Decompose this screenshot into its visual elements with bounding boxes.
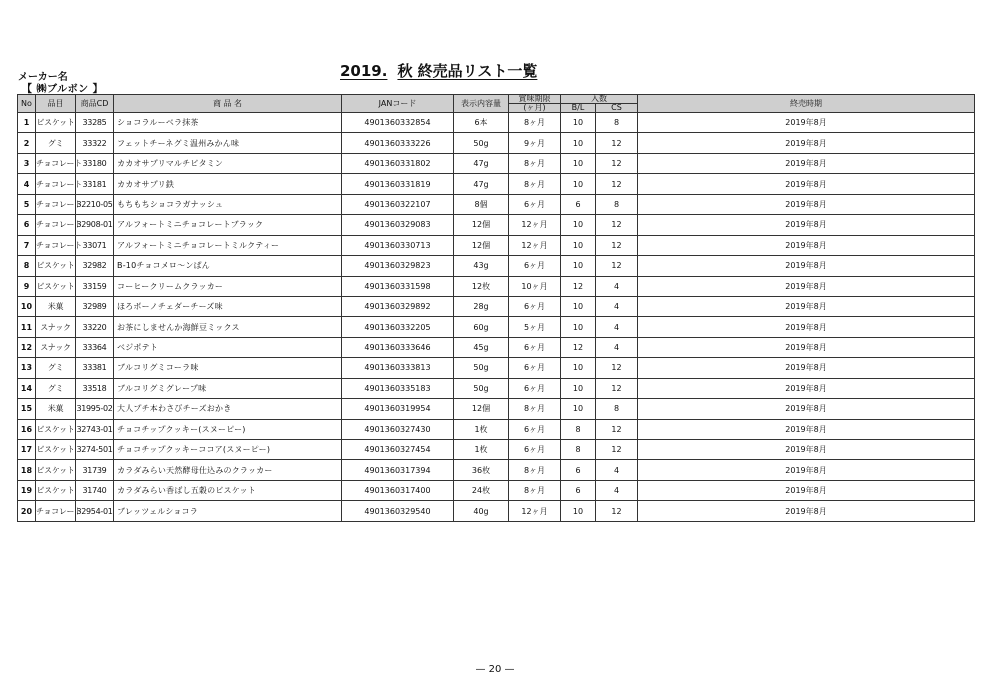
row-end-date: 2019年8月 bbox=[638, 399, 975, 419]
row-volume: 24枚 bbox=[454, 480, 509, 500]
row-cs: 4 bbox=[596, 337, 638, 357]
row-end-date: 2019年8月 bbox=[638, 337, 975, 357]
table-body bbox=[18, 113, 975, 522]
row-jan-code: 4901360331598 bbox=[342, 276, 454, 296]
row-cs: 8 bbox=[596, 399, 638, 419]
table-row bbox=[18, 480, 975, 500]
row-no: 3 bbox=[18, 153, 36, 173]
row-jan-code: 4901360330713 bbox=[342, 235, 454, 255]
row-volume: 8個 bbox=[454, 194, 509, 214]
row-category: グミ bbox=[36, 378, 76, 398]
row-bl: 10 bbox=[561, 378, 596, 398]
header-jan: JANコード bbox=[342, 95, 454, 113]
row-code: 31740 bbox=[76, 480, 114, 500]
row-volume: 6本 bbox=[454, 113, 509, 133]
row-bl: 10 bbox=[561, 399, 596, 419]
row-code: 32954-01 bbox=[76, 501, 114, 521]
row-code: 33220 bbox=[76, 317, 114, 337]
row-bl: 10 bbox=[561, 153, 596, 173]
row-bl: 6 bbox=[561, 480, 596, 500]
page-number: — 20 — bbox=[475, 664, 515, 675]
row-product-name: お茶にしませんか海鮮豆ミックス bbox=[114, 317, 342, 337]
row-no: 15 bbox=[18, 399, 36, 419]
row-no: 4 bbox=[18, 174, 36, 194]
header-cs: CS bbox=[596, 104, 638, 113]
row-no: 10 bbox=[18, 296, 36, 316]
row-code: 33322 bbox=[76, 133, 114, 153]
row-jan-code: 4901360331819 bbox=[342, 174, 454, 194]
row-shelf-life: 8ヶ月 bbox=[509, 480, 561, 500]
row-cs: 4 bbox=[596, 317, 638, 337]
row-no: 14 bbox=[18, 378, 36, 398]
row-shelf-life: 12ヶ月 bbox=[509, 215, 561, 235]
table-row bbox=[18, 419, 975, 439]
row-code: 31739 bbox=[76, 460, 114, 480]
row-volume: 12個 bbox=[454, 235, 509, 255]
table-row bbox=[18, 194, 975, 214]
row-cs: 8 bbox=[596, 113, 638, 133]
row-category: ビスケット bbox=[36, 460, 76, 480]
header-no: No bbox=[18, 95, 36, 113]
row-end-date: 2019年8月 bbox=[638, 378, 975, 398]
row-cs: 12 bbox=[596, 133, 638, 153]
row-category: ビスケット bbox=[36, 113, 76, 133]
row-product-name: ブレッツェルショコラ bbox=[114, 501, 342, 521]
table-row bbox=[18, 133, 975, 153]
row-jan-code: 4901360319954 bbox=[342, 399, 454, 419]
row-category: スナック bbox=[36, 337, 76, 357]
row-code: 33518 bbox=[76, 378, 114, 398]
row-jan-code: 4901360322107 bbox=[342, 194, 454, 214]
header-code: 商品CD bbox=[76, 95, 114, 113]
row-no: 9 bbox=[18, 276, 36, 296]
row-product-name: チョコチップクッキー(スヌーピー) bbox=[114, 419, 342, 439]
row-category: スナック bbox=[36, 317, 76, 337]
row-no: 1 bbox=[18, 113, 36, 133]
row-end-date: 2019年8月 bbox=[638, 153, 975, 173]
row-jan-code: 4901360335183 bbox=[342, 378, 454, 398]
maker-label: メーカー名 bbox=[18, 72, 68, 83]
row-category: ビスケット bbox=[36, 440, 76, 460]
row-cs: 12 bbox=[596, 153, 638, 173]
row-product-name: ブルコリグミグレープ味 bbox=[114, 378, 342, 398]
row-code: 33181 bbox=[76, 174, 114, 194]
row-volume: 45g bbox=[454, 337, 509, 357]
row-category: ビスケット bbox=[36, 256, 76, 276]
row-volume: 43g bbox=[454, 256, 509, 276]
row-shelf-life: 6ヶ月 bbox=[509, 337, 561, 357]
row-volume: 36枚 bbox=[454, 460, 509, 480]
row-bl: 10 bbox=[561, 358, 596, 378]
row-bl: 10 bbox=[561, 317, 596, 337]
row-category: チョコレート bbox=[36, 215, 76, 235]
row-volume: 60g bbox=[454, 317, 509, 337]
row-bl: 10 bbox=[561, 113, 596, 133]
table-row bbox=[18, 337, 975, 357]
row-cs: 12 bbox=[596, 174, 638, 194]
row-category: チョコレート bbox=[36, 153, 76, 173]
row-bl: 10 bbox=[561, 133, 596, 153]
table-row bbox=[18, 378, 975, 398]
row-end-date: 2019年8月 bbox=[638, 256, 975, 276]
row-product-name: ブルコリグミコーラ味 bbox=[114, 358, 342, 378]
row-product-name: カカオサプリ鉄 bbox=[114, 174, 342, 194]
row-bl: 12 bbox=[561, 276, 596, 296]
header-bl: B/L bbox=[561, 104, 596, 113]
row-shelf-life: 6ヶ月 bbox=[509, 440, 561, 460]
row-product-name: ショコラルーベラ抹茶 bbox=[114, 113, 342, 133]
row-no: 6 bbox=[18, 215, 36, 235]
row-cs: 12 bbox=[596, 501, 638, 521]
row-no: 2 bbox=[18, 133, 36, 153]
table-row bbox=[18, 440, 975, 460]
row-category: ビスケット bbox=[36, 276, 76, 296]
row-no: 11 bbox=[18, 317, 36, 337]
row-code: 32908-01 bbox=[76, 215, 114, 235]
header-volume: 表示内容量 bbox=[454, 95, 509, 113]
table-row bbox=[18, 358, 975, 378]
row-product-name: ほろボーノチェダーチーズ味 bbox=[114, 296, 342, 316]
row-bl: 12 bbox=[561, 337, 596, 357]
row-product-name: ベジポテト bbox=[114, 337, 342, 357]
row-bl: 10 bbox=[561, 256, 596, 276]
table-row bbox=[18, 235, 975, 255]
row-product-name: もちもちショコラガナッシュ bbox=[114, 194, 342, 214]
row-shelf-life: 8ヶ月 bbox=[509, 174, 561, 194]
row-product-name: カラダみらい香ばし五穀のビスケット bbox=[114, 480, 342, 500]
row-bl: 10 bbox=[561, 501, 596, 521]
row-no: 16 bbox=[18, 419, 36, 439]
row-end-date: 2019年8月 bbox=[638, 133, 975, 153]
row-code: 32989 bbox=[76, 296, 114, 316]
row-jan-code: 4901360329892 bbox=[342, 296, 454, 316]
page-title bbox=[340, 60, 537, 81]
row-jan-code: 4901360329083 bbox=[342, 215, 454, 235]
row-category: グミ bbox=[36, 358, 76, 378]
row-category: ビスケット bbox=[36, 419, 76, 439]
row-volume: 28g bbox=[454, 296, 509, 316]
row-shelf-life: 9ヶ月 bbox=[509, 133, 561, 153]
row-category: チョコレート bbox=[36, 194, 76, 214]
row-cs: 12 bbox=[596, 235, 638, 255]
row-cs: 4 bbox=[596, 296, 638, 316]
row-category: 米菓 bbox=[36, 399, 76, 419]
row-shelf-life: 8ヶ月 bbox=[509, 113, 561, 133]
row-jan-code: 4901360333646 bbox=[342, 337, 454, 357]
row-code: 33180 bbox=[76, 153, 114, 173]
row-product-name: コーヒークリームクラッカー bbox=[114, 276, 342, 296]
row-end-date: 2019年8月 bbox=[638, 174, 975, 194]
row-cs: 12 bbox=[596, 419, 638, 439]
row-shelf-life: 8ヶ月 bbox=[509, 399, 561, 419]
row-shelf-life: 8ヶ月 bbox=[509, 153, 561, 173]
row-bl: 8 bbox=[561, 419, 596, 439]
row-bl: 10 bbox=[561, 235, 596, 255]
row-shelf-life: 6ヶ月 bbox=[509, 419, 561, 439]
row-cs: 12 bbox=[596, 358, 638, 378]
row-code: 33071 bbox=[76, 235, 114, 255]
row-shelf-life: 6ヶ月 bbox=[509, 296, 561, 316]
row-volume: 12個 bbox=[454, 399, 509, 419]
row-end-date: 2019年8月 bbox=[638, 215, 975, 235]
table-row bbox=[18, 256, 975, 276]
table-row bbox=[18, 174, 975, 194]
product-list-table bbox=[17, 94, 975, 522]
row-jan-code: 4901360333813 bbox=[342, 358, 454, 378]
row-shelf-life: 8ヶ月 bbox=[509, 460, 561, 480]
header-shelf-life-unit: (ヶ月) bbox=[509, 104, 561, 113]
row-no: 18 bbox=[18, 460, 36, 480]
row-volume: 40g bbox=[454, 501, 509, 521]
row-category: ビスケット bbox=[36, 480, 76, 500]
row-no: 20 bbox=[18, 501, 36, 521]
maker-name: 【 ㈱ブルボン 】 bbox=[22, 84, 104, 95]
row-cs: 4 bbox=[596, 460, 638, 480]
table-row bbox=[18, 276, 975, 296]
row-shelf-life: 12ヶ月 bbox=[509, 501, 561, 521]
row-category: チョコレート bbox=[36, 235, 76, 255]
row-code: 32982 bbox=[76, 256, 114, 276]
row-volume: 50g bbox=[454, 378, 509, 398]
row-jan-code: 4901360331802 bbox=[342, 153, 454, 173]
row-bl: 10 bbox=[561, 296, 596, 316]
row-shelf-life: 6ヶ月 bbox=[509, 358, 561, 378]
row-product-name: B-10チョコメロ〜ンぱん bbox=[114, 256, 342, 276]
row-shelf-life: 12ヶ月 bbox=[509, 235, 561, 255]
row-cs: 12 bbox=[596, 440, 638, 460]
row-jan-code: 4901360317394 bbox=[342, 460, 454, 480]
row-end-date: 2019年8月 bbox=[638, 440, 975, 460]
row-cs: 4 bbox=[596, 276, 638, 296]
table-row bbox=[18, 113, 975, 133]
row-category: 米菓 bbox=[36, 296, 76, 316]
row-volume: 50g bbox=[454, 358, 509, 378]
row-product-name: アルフォートミニチョコレートブラック bbox=[114, 215, 342, 235]
row-end-date: 2019年8月 bbox=[638, 194, 975, 214]
row-product-name: チョコチップクッキーココア(スヌーピー) bbox=[114, 440, 342, 460]
row-end-date: 2019年8月 bbox=[638, 317, 975, 337]
row-end-date: 2019年8月 bbox=[638, 358, 975, 378]
row-volume: 12枚 bbox=[454, 276, 509, 296]
row-bl: 6 bbox=[561, 194, 596, 214]
row-no: 12 bbox=[18, 337, 36, 357]
row-code: 33364 bbox=[76, 337, 114, 357]
row-product-name: フェットチーネグミ温州みかん味 bbox=[114, 133, 342, 153]
row-end-date: 2019年8月 bbox=[638, 419, 975, 439]
row-jan-code: 4901360317400 bbox=[342, 480, 454, 500]
row-jan-code: 4901360327430 bbox=[342, 419, 454, 439]
row-product-name: カラダみらい天然酵母仕込みのクラッカー bbox=[114, 460, 342, 480]
row-code: 32743-01 bbox=[76, 419, 114, 439]
row-shelf-life: 6ヶ月 bbox=[509, 378, 561, 398]
row-jan-code: 4901360332205 bbox=[342, 317, 454, 337]
row-shelf-life: 6ヶ月 bbox=[509, 194, 561, 214]
row-no: 17 bbox=[18, 440, 36, 460]
row-cs: 8 bbox=[596, 194, 638, 214]
row-no: 19 bbox=[18, 480, 36, 500]
row-bl: 10 bbox=[561, 215, 596, 235]
row-jan-code: 4901360327454 bbox=[342, 440, 454, 460]
row-cs: 12 bbox=[596, 215, 638, 235]
row-category: グミ bbox=[36, 133, 76, 153]
row-cs: 12 bbox=[596, 256, 638, 276]
row-end-date: 2019年8月 bbox=[638, 276, 975, 296]
row-shelf-life: 10ヶ月 bbox=[509, 276, 561, 296]
table-row bbox=[18, 317, 975, 337]
row-bl: 8 bbox=[561, 440, 596, 460]
title-year: 2019. bbox=[340, 62, 388, 80]
row-product-name: アルフォートミニチョコレートミルクティー bbox=[114, 235, 342, 255]
row-code: 33381 bbox=[76, 358, 114, 378]
row-volume: 12個 bbox=[454, 215, 509, 235]
header-quantity: 入数 bbox=[561, 95, 638, 104]
row-code: 33159 bbox=[76, 276, 114, 296]
row-end-date: 2019年8月 bbox=[638, 235, 975, 255]
table-row bbox=[18, 296, 975, 316]
table-row bbox=[18, 215, 975, 235]
row-shelf-life: 5ヶ月 bbox=[509, 317, 561, 337]
table-row bbox=[18, 153, 975, 173]
row-cs: 4 bbox=[596, 480, 638, 500]
header-category: 品目 bbox=[36, 95, 76, 113]
row-bl: 10 bbox=[561, 174, 596, 194]
row-shelf-life: 6ヶ月 bbox=[509, 256, 561, 276]
row-product-name: カカオサプリマルチビタミン bbox=[114, 153, 342, 173]
row-code: 31995-02 bbox=[76, 399, 114, 419]
row-category: チョコレート bbox=[36, 174, 76, 194]
row-volume: 1枚 bbox=[454, 440, 509, 460]
row-end-date: 2019年8月 bbox=[638, 460, 975, 480]
row-code: 33285 bbox=[76, 113, 114, 133]
row-cs: 12 bbox=[596, 378, 638, 398]
table-row bbox=[18, 501, 975, 521]
row-volume: 1枚 bbox=[454, 419, 509, 439]
row-no: 8 bbox=[18, 256, 36, 276]
row-no: 5 bbox=[18, 194, 36, 214]
row-no: 13 bbox=[18, 358, 36, 378]
row-no: 7 bbox=[18, 235, 36, 255]
row-end-date: 2019年8月 bbox=[638, 296, 975, 316]
row-jan-code: 4901360332854 bbox=[342, 113, 454, 133]
row-end-date: 2019年8月 bbox=[638, 480, 975, 500]
table-row bbox=[18, 399, 975, 419]
row-category: チョコレート bbox=[36, 501, 76, 521]
row-code: 3274-501 bbox=[76, 440, 114, 460]
row-jan-code: 4901360329540 bbox=[342, 501, 454, 521]
row-product-name: 大人プチ本わさびチーズおかき bbox=[114, 399, 342, 419]
row-volume: 50g bbox=[454, 133, 509, 153]
row-jan-code: 4901360333226 bbox=[342, 133, 454, 153]
row-volume: 47g bbox=[454, 174, 509, 194]
title-text: 秋 終売品リスト一覧 bbox=[397, 62, 538, 80]
row-end-date: 2019年8月 bbox=[638, 501, 975, 521]
table-row bbox=[18, 460, 975, 480]
header-end-date: 終売時期 bbox=[638, 95, 975, 113]
row-bl: 6 bbox=[561, 460, 596, 480]
header-name: 商 品 名 bbox=[114, 95, 342, 113]
row-volume: 47g bbox=[454, 153, 509, 173]
row-jan-code: 4901360329823 bbox=[342, 256, 454, 276]
header-shelf-life: 賞味期限 bbox=[509, 95, 561, 104]
row-end-date: 2019年8月 bbox=[638, 113, 975, 133]
row-code: 32210-05 bbox=[76, 194, 114, 214]
